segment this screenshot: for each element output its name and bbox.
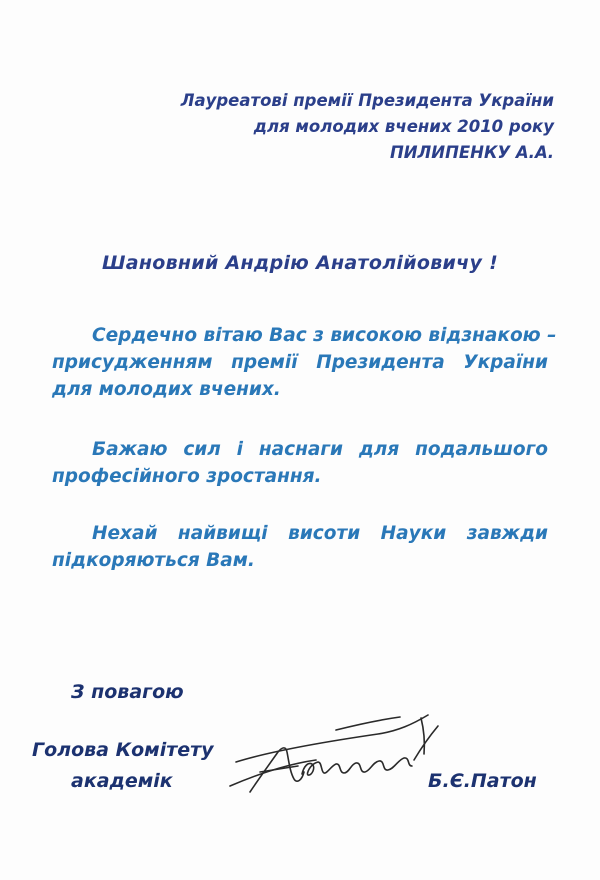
- paragraph-heights: [52, 520, 548, 574]
- addressee-line-2: для молодих вчених 2010 року: [253, 117, 554, 136]
- paragraph-line: професійного зростання.: [52, 466, 322, 487]
- paragraph-line: для молодих вчених.: [52, 379, 281, 400]
- handwritten-signature: [228, 700, 443, 805]
- addressee-block: [134, 88, 554, 166]
- salutation: Шановний Андрію Анатолійовичу !: [101, 252, 499, 274]
- paragraph-wishes: [52, 436, 548, 490]
- addressee-line-1: Лауреатові премії Президента України: [180, 91, 554, 110]
- addressee-name: ПИЛИПЕНКУ А.А.: [389, 143, 554, 162]
- paragraph-congratulation: [52, 322, 557, 403]
- paragraph-line: Бажаю сил і наснаги для подальшого: [92, 439, 548, 460]
- signatory-name: Б.Є.Патон: [428, 770, 537, 792]
- signatory-title-line-1: Голова Комітету: [32, 739, 214, 761]
- paragraph-line: Нехай найвищі висоти Науки завжди: [92, 523, 548, 544]
- paragraph-line: Сердечно вітаю Вас з високою відзнакою –: [92, 325, 557, 346]
- paragraph-line: присудженням премії Президента України: [52, 352, 548, 373]
- paragraph-line: підкоряються Вам.: [52, 550, 255, 571]
- closing-phrase: З повагою: [71, 681, 184, 703]
- signatory-title-line-2: академік: [71, 770, 173, 792]
